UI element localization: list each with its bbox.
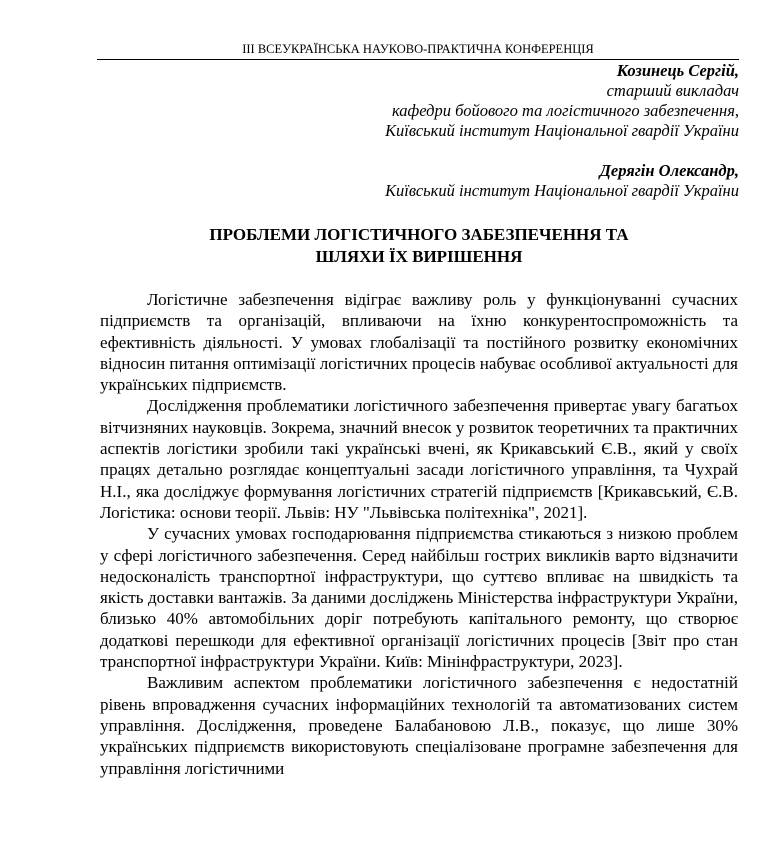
body-paragraph: У сучасних умовах господарювання підприємства стикаються з низкою проблем у сфері логістичного забезпечення. Серед найбільш гострих викликів варто відзначити недосконалість транспортної інфраструктури, що суттєво впливає на швидкість та якість доставки вантажів. За даними досліджень Міністерства інфраструктури України, близько 40% автомобільних доріг потребують капітального ремонту, що створює додаткові перешкоди для ефективної організації логістичних процесів [Звіт про стан транспортної інфраструктури України. Київ: Мінінфраструктури, 2023]. <box>100 524 738 672</box>
body-paragraph: Логістичне забезпечення відіграє важливу роль у функціонуванні сучасних підприємств та організацій, впливаючи на їхню конкурентоспроможність та ефективність діяльності. У умовах глобалізації та постійного розвитку економічних відносин питання оптимізації логістичних процесів набуває особливої актуальності для українських підприємств. <box>100 290 738 395</box>
conference-header <box>97 41 739 60</box>
author-department: кафедри бойового та логістичного забезпечення, <box>391 101 739 120</box>
author-institution: Київський інститут Національної гвардії України <box>385 181 739 200</box>
author-position: старший викладач <box>606 81 739 100</box>
body-paragraph: Важливим аспектом проблематики логістичного забезпечення є недостатній рівень впровадження сучасних інформаційних технологій та автоматизованих систем управління. Дослідження, проведене Балабановою Л.В., показує, що лише 30% українських підприємств використовують спеціалізоване програмне забезпечення для управління логістичними <box>100 673 738 778</box>
author-name: Козинець Сергій, <box>616 61 739 80</box>
title-line: ПРОБЛЕМИ ЛОГІСТИЧНОГО ЗАБЕЗПЕЧЕННЯ ТА <box>209 225 629 244</box>
title-line: ШЛЯХИ ЇХ ВИРІШЕННЯ <box>315 247 523 266</box>
article-body <box>100 289 738 779</box>
author-spacer <box>385 141 739 161</box>
article-title <box>100 224 738 268</box>
authors-block <box>385 61 739 201</box>
author-name: Дерягін Олександр, <box>599 161 739 180</box>
author-institution: Київський інститут Національної гвардії України <box>385 121 739 140</box>
body-paragraph: Дослідження проблематики логістичного забезпечення привертає увагу багатьох вітчизняних науковців. Зокрема, значний внесок у розвиток теоретичних та практичних аспектів логістики зробили такі українські вчені, як Крикавський Є.В., який у своїх працях детально розглядає концептуальні засади логістичного управління, та Чухрай Н.І., яка досліджує формування логістичних стратегій підприємств [Крикавський, Є.В. Логістика: основи теорії. Львів: НУ "Львівська політехніка", 2021]. <box>100 396 738 522</box>
conference-title: ІІІ ВСЕУКРАЇНСЬКА НАУКОВО-ПРАКТИЧНА КОНФЕРЕНЦІЯ <box>242 42 594 56</box>
